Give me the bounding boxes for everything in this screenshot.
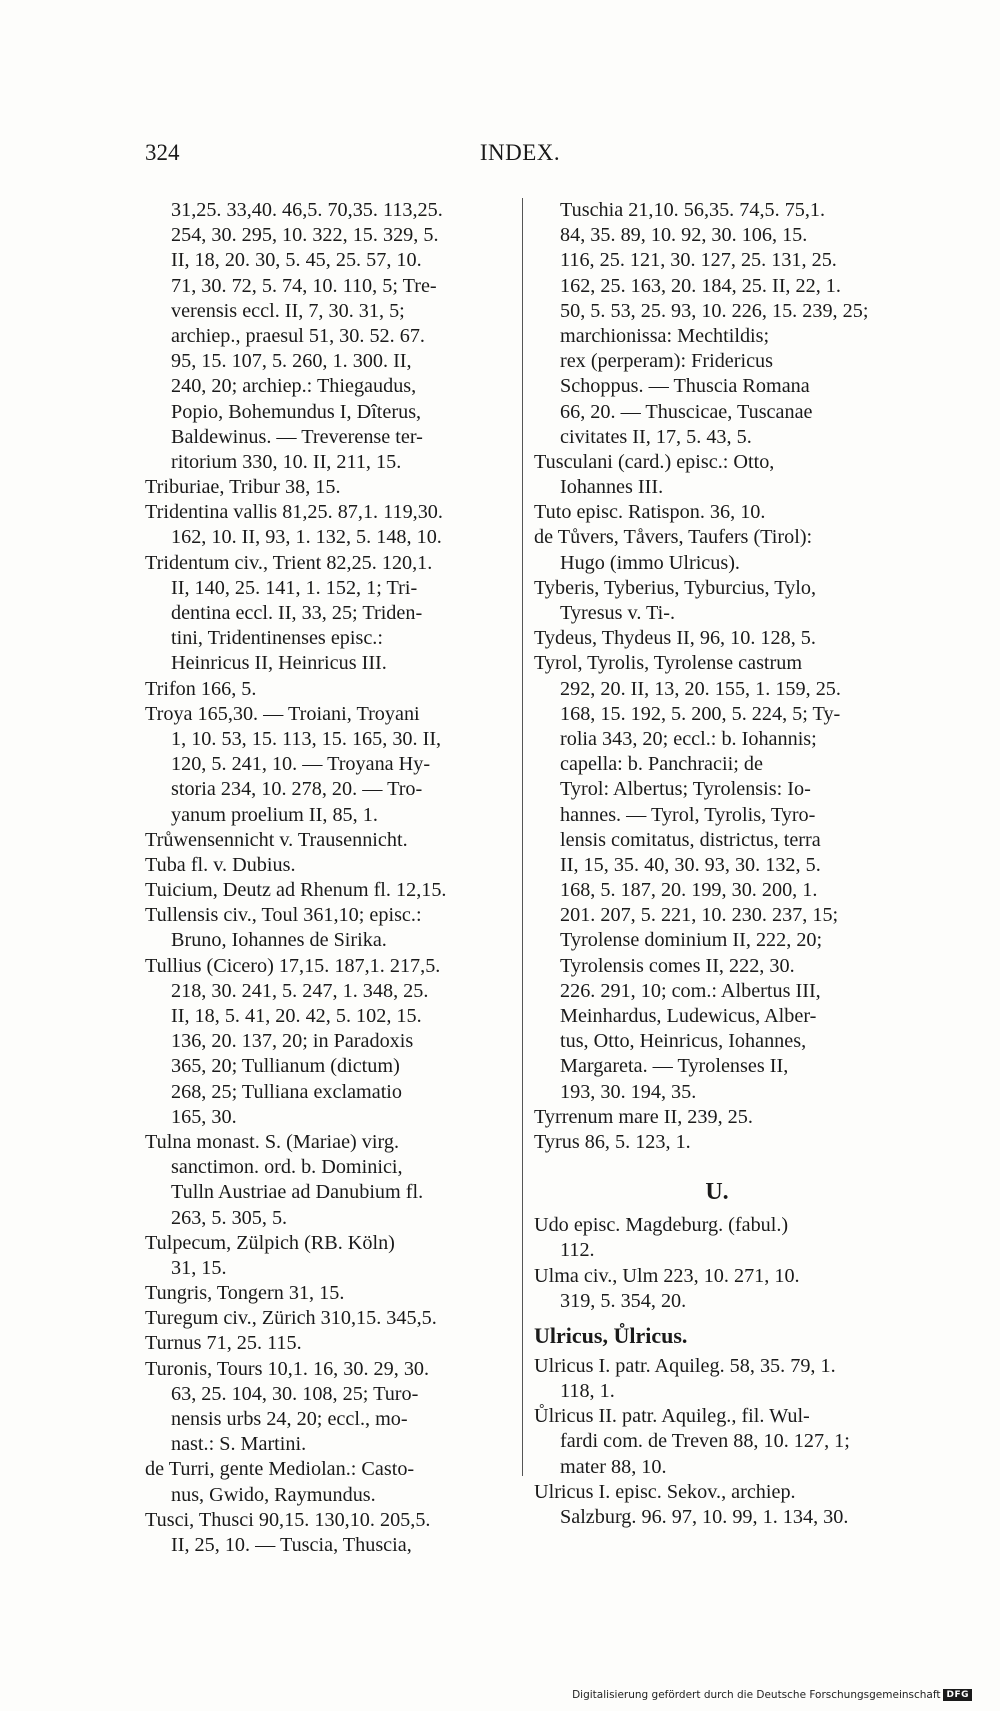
index-line-continuation: 95, 15. 107, 5. 260, 1. 300. II, <box>171 350 412 373</box>
index-entry: Tuba fl. v. Dubius. <box>145 853 296 876</box>
index-line-continuation: tini, Tridentinenses episc.: <box>171 627 383 650</box>
index-line-continuation: 365, 20; Tullianum (dictum) <box>171 1055 400 1078</box>
section-letter: U. <box>705 1179 729 1206</box>
index-entry: Ulricus I. patr. Aquileg. 58, 35. 79, 1. <box>534 1354 836 1377</box>
index-entry: Ůlricus II. patr. Aquileg., fil. Wul- <box>534 1405 810 1428</box>
index-entry: Tullensis civ., Toul 361,10; episc.: <box>145 904 422 927</box>
index-entry: Troya 165,30. — Troiani, Troyani <box>145 702 420 725</box>
index-line-continuation: 71, 30. 72, 5. 74, 10. 110, 5; Tre- <box>171 274 437 297</box>
index-line-continuation: capella: b. Panchracii; de <box>560 753 763 776</box>
index-line-continuation: Tyrolensis comes II, 222, 30. <box>560 954 795 977</box>
index-entry: Tyrol, Tyrolis, Tyrolense castrum <box>534 652 803 675</box>
index-line-continuation: Heinricus II, Heinricus III. <box>171 652 387 675</box>
index-line-continuation: 31,25. 33,40. 46,5. 70,35. 113,25. <box>171 199 443 221</box>
index-line-continuation: Salzburg. 96. 97, 10. 99, 1. 134, 30. <box>560 1506 849 1528</box>
page-number: 324 <box>145 140 180 165</box>
index-entry: Triburiae, Tribur 38, 15. <box>145 476 341 499</box>
index-line-continuation: 84, 35. 89, 10. 92, 30. 106, 15. <box>560 224 808 247</box>
index-line-continuation: Tyrolense dominium II, 222, 20; <box>560 929 823 952</box>
index-line-continuation: marchionissa: Mechtildis; <box>560 324 770 347</box>
index-entry: Tulpecum, Zülpich (RB. Köln) <box>145 1231 395 1254</box>
index-entry: Trůwensennicht v. Trausennicht. <box>145 828 408 851</box>
index-line-continuation: Baldewinus. — Treverense ter- <box>171 425 423 448</box>
index-entry: de Turri, gente Mediolan.: Casto- <box>145 1458 415 1481</box>
index-line-continuation: nus, Gwido, Raymundus. <box>171 1483 376 1506</box>
index-entry: Turegum civ., Zürich 310,15. 345,5. <box>145 1307 437 1330</box>
index-line-continuation: tus, Otto, Heinricus, Iohannes, <box>560 1030 807 1053</box>
index-line-continuation: II, 18, 5. 41, 20. 42, 5. 102, 15. <box>171 1005 422 1027</box>
index-line-continuation: 116, 25. 121, 30. 127, 25. 131, 25. <box>560 249 837 272</box>
index-entry: Tuto episc. Ratispon. 36, 10. <box>534 501 766 524</box>
index-entry: Tyrrenum mare II, 239, 25. <box>534 1105 753 1128</box>
index-line-continuation: II, 18, 20. 30, 5. 45, 25. 57, 10. <box>171 249 422 272</box>
index-entry: Tridentina vallis 81,25. 87,1. 119,30. <box>145 501 443 524</box>
index-line-continuation: 66, 20. — Thuscicae, Tuscanae <box>560 400 813 423</box>
index-entry: Tuicium, Deutz ad Rhenum fl. 12,15. <box>145 879 447 902</box>
index-line-continuation: 292, 20. II, 13, 20. 155, 1. 159, 25. <box>560 677 841 700</box>
index-entry: Turnus 71, 25. 115. <box>145 1332 302 1355</box>
index-line-continuation: storia 234, 10. 278, 20. — Tro- <box>171 778 423 801</box>
index-line-continuation: 168, 5. 187, 20. 199, 30. 200, 1. <box>560 879 818 902</box>
index-entry: Trifon 166, 5. <box>145 677 257 700</box>
index-line-continuation: 118, 1. <box>560 1380 615 1403</box>
index-line-continuation: 136, 20. 137, 20; in Paradoxis <box>171 1030 414 1053</box>
dfg-logo: DFG <box>943 1689 972 1701</box>
index-line-continuation: sanctimon. ord. b. Dominici, <box>171 1156 403 1179</box>
index-line-continuation: 1, 10. 53, 15. 113, 15. 165, 30. II, <box>171 727 442 750</box>
footer <box>572 1689 972 1701</box>
index-line-continuation: 268, 25; Tulliana exclamatio <box>171 1080 403 1103</box>
index-line-continuation: verensis eccl. II, 7, 30. 31, 5; <box>171 299 405 322</box>
index-line-continuation: hannes. — Tyrol, Tyrolis, Tyro- <box>560 803 816 826</box>
index-line-continuation: 63, 25. 104, 30. 108, 25; Turo- <box>171 1382 419 1405</box>
index-line-continuation: 112. <box>560 1239 595 1262</box>
index-line-continuation: 240, 20; archiep.: Thiegaudus, <box>171 375 417 398</box>
index-entry: Ulma civ., Ulm 223, 10. 271, 10. <box>534 1264 800 1287</box>
index-line-continuation: 193, 30. 194, 35. <box>560 1080 697 1103</box>
page-header <box>145 140 895 174</box>
right-column-mid <box>534 1213 900 1314</box>
left-column <box>145 198 513 1558</box>
index-line-continuation: 165, 30. <box>171 1105 237 1128</box>
index-line-continuation: 162, 10. II, 93, 1. 132, 5. 148, 10. <box>171 526 442 549</box>
index-entry: Tyberis, Tyberius, Tyburcius, Tylo, <box>534 576 816 599</box>
right-column <box>534 198 900 1530</box>
index-entry: Tusculani (card.) episc.: Otto, <box>534 450 775 473</box>
index-line-continuation: archiep., praesul 51, 30. 52. 67. <box>171 324 425 347</box>
index-line-continuation: yanum proelium II, 85, 1. <box>171 803 378 826</box>
index-entry: Udo episc. Magdeburg. (fabul.) <box>534 1214 789 1237</box>
index-line-continuation: 50, 5. 53, 25. 93, 10. 226, 15. 239, 25; <box>560 299 869 322</box>
index-line-continuation: rolia 343, 20; eccl.: b. Iohannis; <box>560 727 817 750</box>
index-line-continuation: Margareta. — Tyrolenses II, <box>560 1055 789 1078</box>
index-line-continuation: Popio, Bohemundus I, Dîterus, <box>171 400 422 423</box>
index-entry: Tydeus, Thydeus II, 96, 10. 128, 5. <box>534 627 816 650</box>
index-entry: Tusci, Thusci 90,15. 130,10. 205,5. <box>145 1508 431 1531</box>
index-entry: Tullius (Cicero) 17,15. 187,1. 217,5. <box>145 954 441 977</box>
index-line-continuation: Bruno, Iohannes de Sirika. <box>171 929 387 952</box>
index-line-continuation: Tyrol: Albertus; Tyrolensis: Io- <box>560 778 811 801</box>
index-line-continuation: 201. 207, 5. 221, 10. 230. 237, 15; <box>560 904 839 927</box>
index-line-continuation: 120, 5. 241, 10. — Troyana Hy- <box>171 753 431 776</box>
index-entry: Tyrus 86, 5. 123, 1. <box>534 1130 691 1153</box>
index-line-continuation: civitates II, 17, 5. 43, 5. <box>560 425 752 448</box>
index-line-continuation: 162, 25. 163, 20. 184, 25. II, 22, 1. <box>560 274 841 297</box>
index-line-continuation: ritorium 330, 10. II, 211, 15. <box>171 450 402 473</box>
index-line-continuation: Iohannes III. <box>560 476 664 499</box>
right-column-top <box>534 198 900 1155</box>
index-entry: Ulricus I. episc. Sekov., archiep. <box>534 1480 796 1503</box>
index-line-continuation: Hugo (immo Ulricus). <box>560 551 740 574</box>
index-line-continuation: 218, 30. 241, 5. 247, 1. 348, 25. <box>171 979 429 1002</box>
index-line-continuation: rex (perperam): Fridericus <box>560 350 773 373</box>
index-line-continuation: II, 25, 10. — Tuscia, Thuscia, <box>171 1533 412 1556</box>
index-line-continuation: Tyresus v. Ti-. <box>560 602 676 624</box>
index-entry: Turonis, Tours 10,1. 16, 30. 29, 30. <box>145 1357 430 1380</box>
index-line-continuation: 31, 15. <box>171 1256 227 1279</box>
running-title: INDEX. <box>479 140 561 165</box>
index-line-continuation: Meinhardus, Ludewicus, Alber- <box>560 1005 817 1027</box>
index-line-continuation: II, 15, 35. 40, 30. 93, 30. 132, 5. <box>560 853 821 876</box>
index-line-continuation: 263, 5. 305, 5. <box>171 1206 288 1229</box>
index-line-continuation: nensis urbs 24, 20; eccl., mo- <box>171 1408 408 1430</box>
index-line-continuation: dentina eccl. II, 33, 25; Triden- <box>171 602 423 624</box>
index-line-continuation: Tulln Austriae ad Danubium fl. <box>171 1181 424 1204</box>
right-column-bottom <box>534 1354 900 1530</box>
index-line-continuation: Tuschia 21,10. 56,35. 74,5. 75,1. <box>560 199 826 221</box>
index-line-continuation: 254, 30. 295, 10. 322, 15. 329, 5. <box>171 224 439 247</box>
subheading: Ulricus, Ůlricus. <box>534 1322 688 1348</box>
index-entry: de Tůvers, Tåvers, Taufers (Tirol): <box>534 526 813 549</box>
index-line-continuation: nast.: S. Martini. <box>171 1433 307 1456</box>
index-line-continuation: 319, 5. 354, 20. <box>560 1289 687 1312</box>
column-divider <box>522 198 523 1476</box>
index-entry: Tulna monast. S. (Mariae) virg. <box>145 1130 400 1153</box>
index-line-continuation: II, 140, 25. 141, 1. 152, 1; Tri- <box>171 576 418 599</box>
index-line-continuation: 226. 291, 10; com.: Albertus III, <box>560 979 821 1002</box>
index-line-continuation: lensis comitatus, districtus, terra <box>560 828 821 851</box>
index-line-continuation: fardi com. de Treven 88, 10. 127, 1; <box>560 1430 850 1453</box>
footer-credit: Digitalisierung gefördert durch die Deutsche Forschungsgemeinschaft <box>572 1689 941 1701</box>
index-entry: Tridentum civ., Trient 82,25. 120,1. <box>145 551 433 574</box>
index-line-continuation: Schoppus. — Thuscia Romana <box>560 375 810 398</box>
index-line-continuation: 168, 15. 192, 5. 200, 5. 224, 5; Ty- <box>560 702 841 725</box>
index-line-continuation: mater 88, 10. <box>560 1455 667 1478</box>
index-entry: Tungris, Tongern 31, 15. <box>145 1282 345 1305</box>
